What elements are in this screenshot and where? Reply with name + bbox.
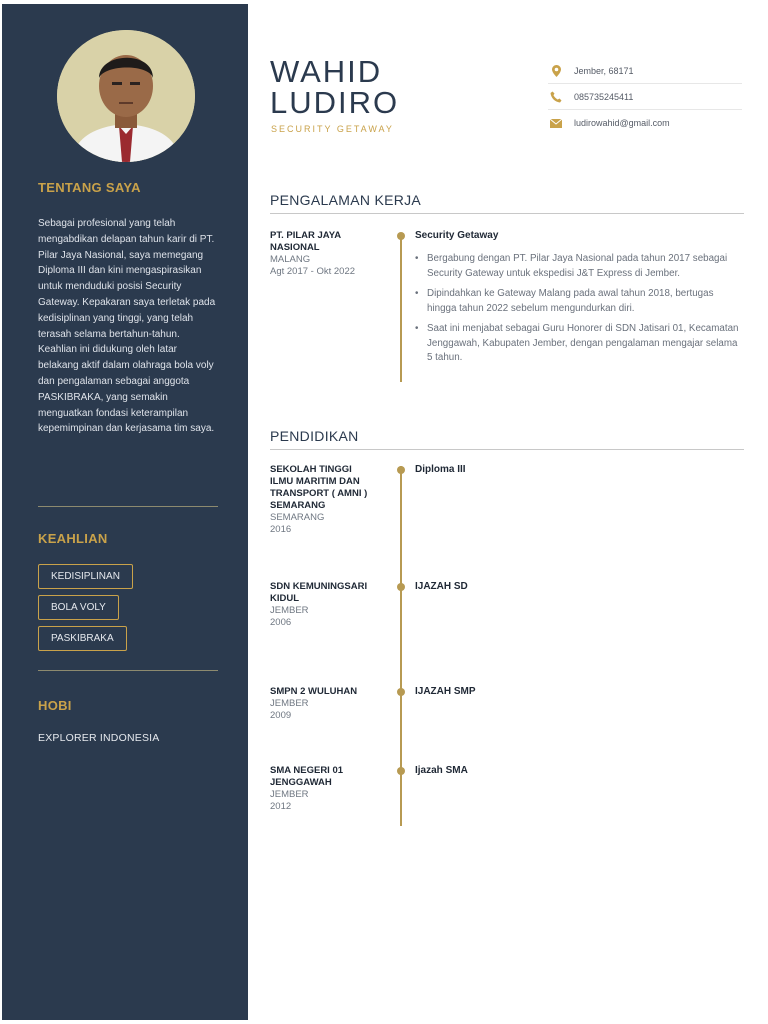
first-name: WAHID [270,54,383,89]
skill-tag: KEDISIPLINAN [38,564,133,589]
graduation-year: 2012 [270,801,292,812]
job-description-list [415,252,740,372]
email-icon [548,116,564,130]
contact-location-text: Jember, 68171 [574,65,634,76]
list-item: • Dipindahkan ke Gateway Malang pada awal tahun 2018, bertugas hingga tahun 2022 sebelum mengundurkan diri. [415,287,740,316]
timeline-dot [397,583,405,591]
skill-tag: BOLA VOLY [38,595,119,620]
divider [38,670,218,671]
sidebar [2,4,248,1020]
degree: Ijazah SMA [415,765,468,776]
timeline-dot [397,688,405,696]
contact-info [548,58,742,136]
education-entry [270,765,374,813]
education-heading: PENDIDIKAN [270,428,744,450]
degree: IJAZAH SD [415,581,468,592]
last-name: LUDIRO [270,85,400,120]
timeline-dot [397,232,405,240]
person-portrait-icon [57,30,195,162]
skills-list [38,564,133,657]
degree: Diploma III [415,464,466,475]
list-item: • Bergabung dengan PT. Pilar Jaya Nasional pada tahun 2017 sebagai Security Gateway untuk ekspedisi J&T Express di Jember. [415,252,740,281]
about-heading: TENTANG SAYA [38,180,141,195]
company-name: PT. PILAR JAYA NASIONAL [270,230,341,253]
education-entry [270,686,374,722]
hobby-heading: HOBI [38,698,72,713]
school-location: JEMBER [270,789,309,800]
contact-email-text: ludirowahid@gmail.com [574,118,670,128]
graduation-year: 2016 [270,524,292,535]
list-item: • Saat ini menjabat sebagai Guru Honorer di SDN Jatisari 01, Kecamatan Jenggawah, Kabupaten Jember, dengan pengalaman mengajar selama 5 tahun. [415,322,740,366]
skill-tag: PASKIBRAKA [38,626,127,651]
divider [38,506,218,507]
graduation-year: 2009 [270,710,292,721]
job-title: SECURITY GETAWAY [271,124,394,134]
contact-email [548,110,742,136]
profile-photo [57,30,195,162]
timeline-dot [397,767,405,775]
contact-location [548,58,742,84]
school-location: JEMBER [270,698,309,709]
job-role: Security Getaway [415,230,499,241]
experience-entry [270,230,380,278]
company-location: MALANG [270,254,311,265]
degree: IJAZAH SMP [415,686,476,697]
education-entry [270,581,374,629]
timeline-dot [397,466,405,474]
school-location: SEMARANG [270,512,325,523]
graduation-year: 2006 [270,617,292,628]
contact-phone-text: 085735245411 [574,91,634,102]
hobby-text: EXPLORER INDONESIA [38,732,160,744]
experience-heading: PENGALAMAN KERJA [270,192,744,214]
employment-period: Agt 2017 - Okt 2022 [270,266,356,277]
phone-icon [548,90,564,104]
skills-heading: KEAHLIAN [38,531,108,546]
school-location: JEMBER [270,605,309,616]
location-pin-icon [548,64,564,78]
school-name: SMPN 2 WULUHAN [270,686,358,697]
school-name: SEKOLAH TINGGI ILMU MARITIM DAN TRANSPORT ( AMNI ) SEMARANG [270,464,368,511]
school-name: SMA NEGERI 01 JENGGAWAH [270,765,344,788]
education-entry [270,464,374,536]
contact-phone [548,84,742,110]
experience-timeline [400,236,402,382]
school-name: SDN KEMUNINGSARI KIDUL [270,581,368,604]
full-name [270,56,399,118]
about-text: Sebagai profesional yang telah mengabdikan delapan tahun karir di PT. Pilar Jaya Nasional, saya memegang Diploma III dan kini mengaspirasikan untuk menduduki posisi Security Gateway. Kepakaran saya terletak pada kedisiplinan yang tinggi, yang telah terasah selama bertahun-tahun. Keahlian ini didukung oleh latar belakang aktif dalam olahraga bola voly dan pengalaman sebagai anggota PASKIBRAKA, yang semakin menguatkan fondasi keterampilan kepemimpinan dan kerjasama tim saya. [38,218,216,435]
